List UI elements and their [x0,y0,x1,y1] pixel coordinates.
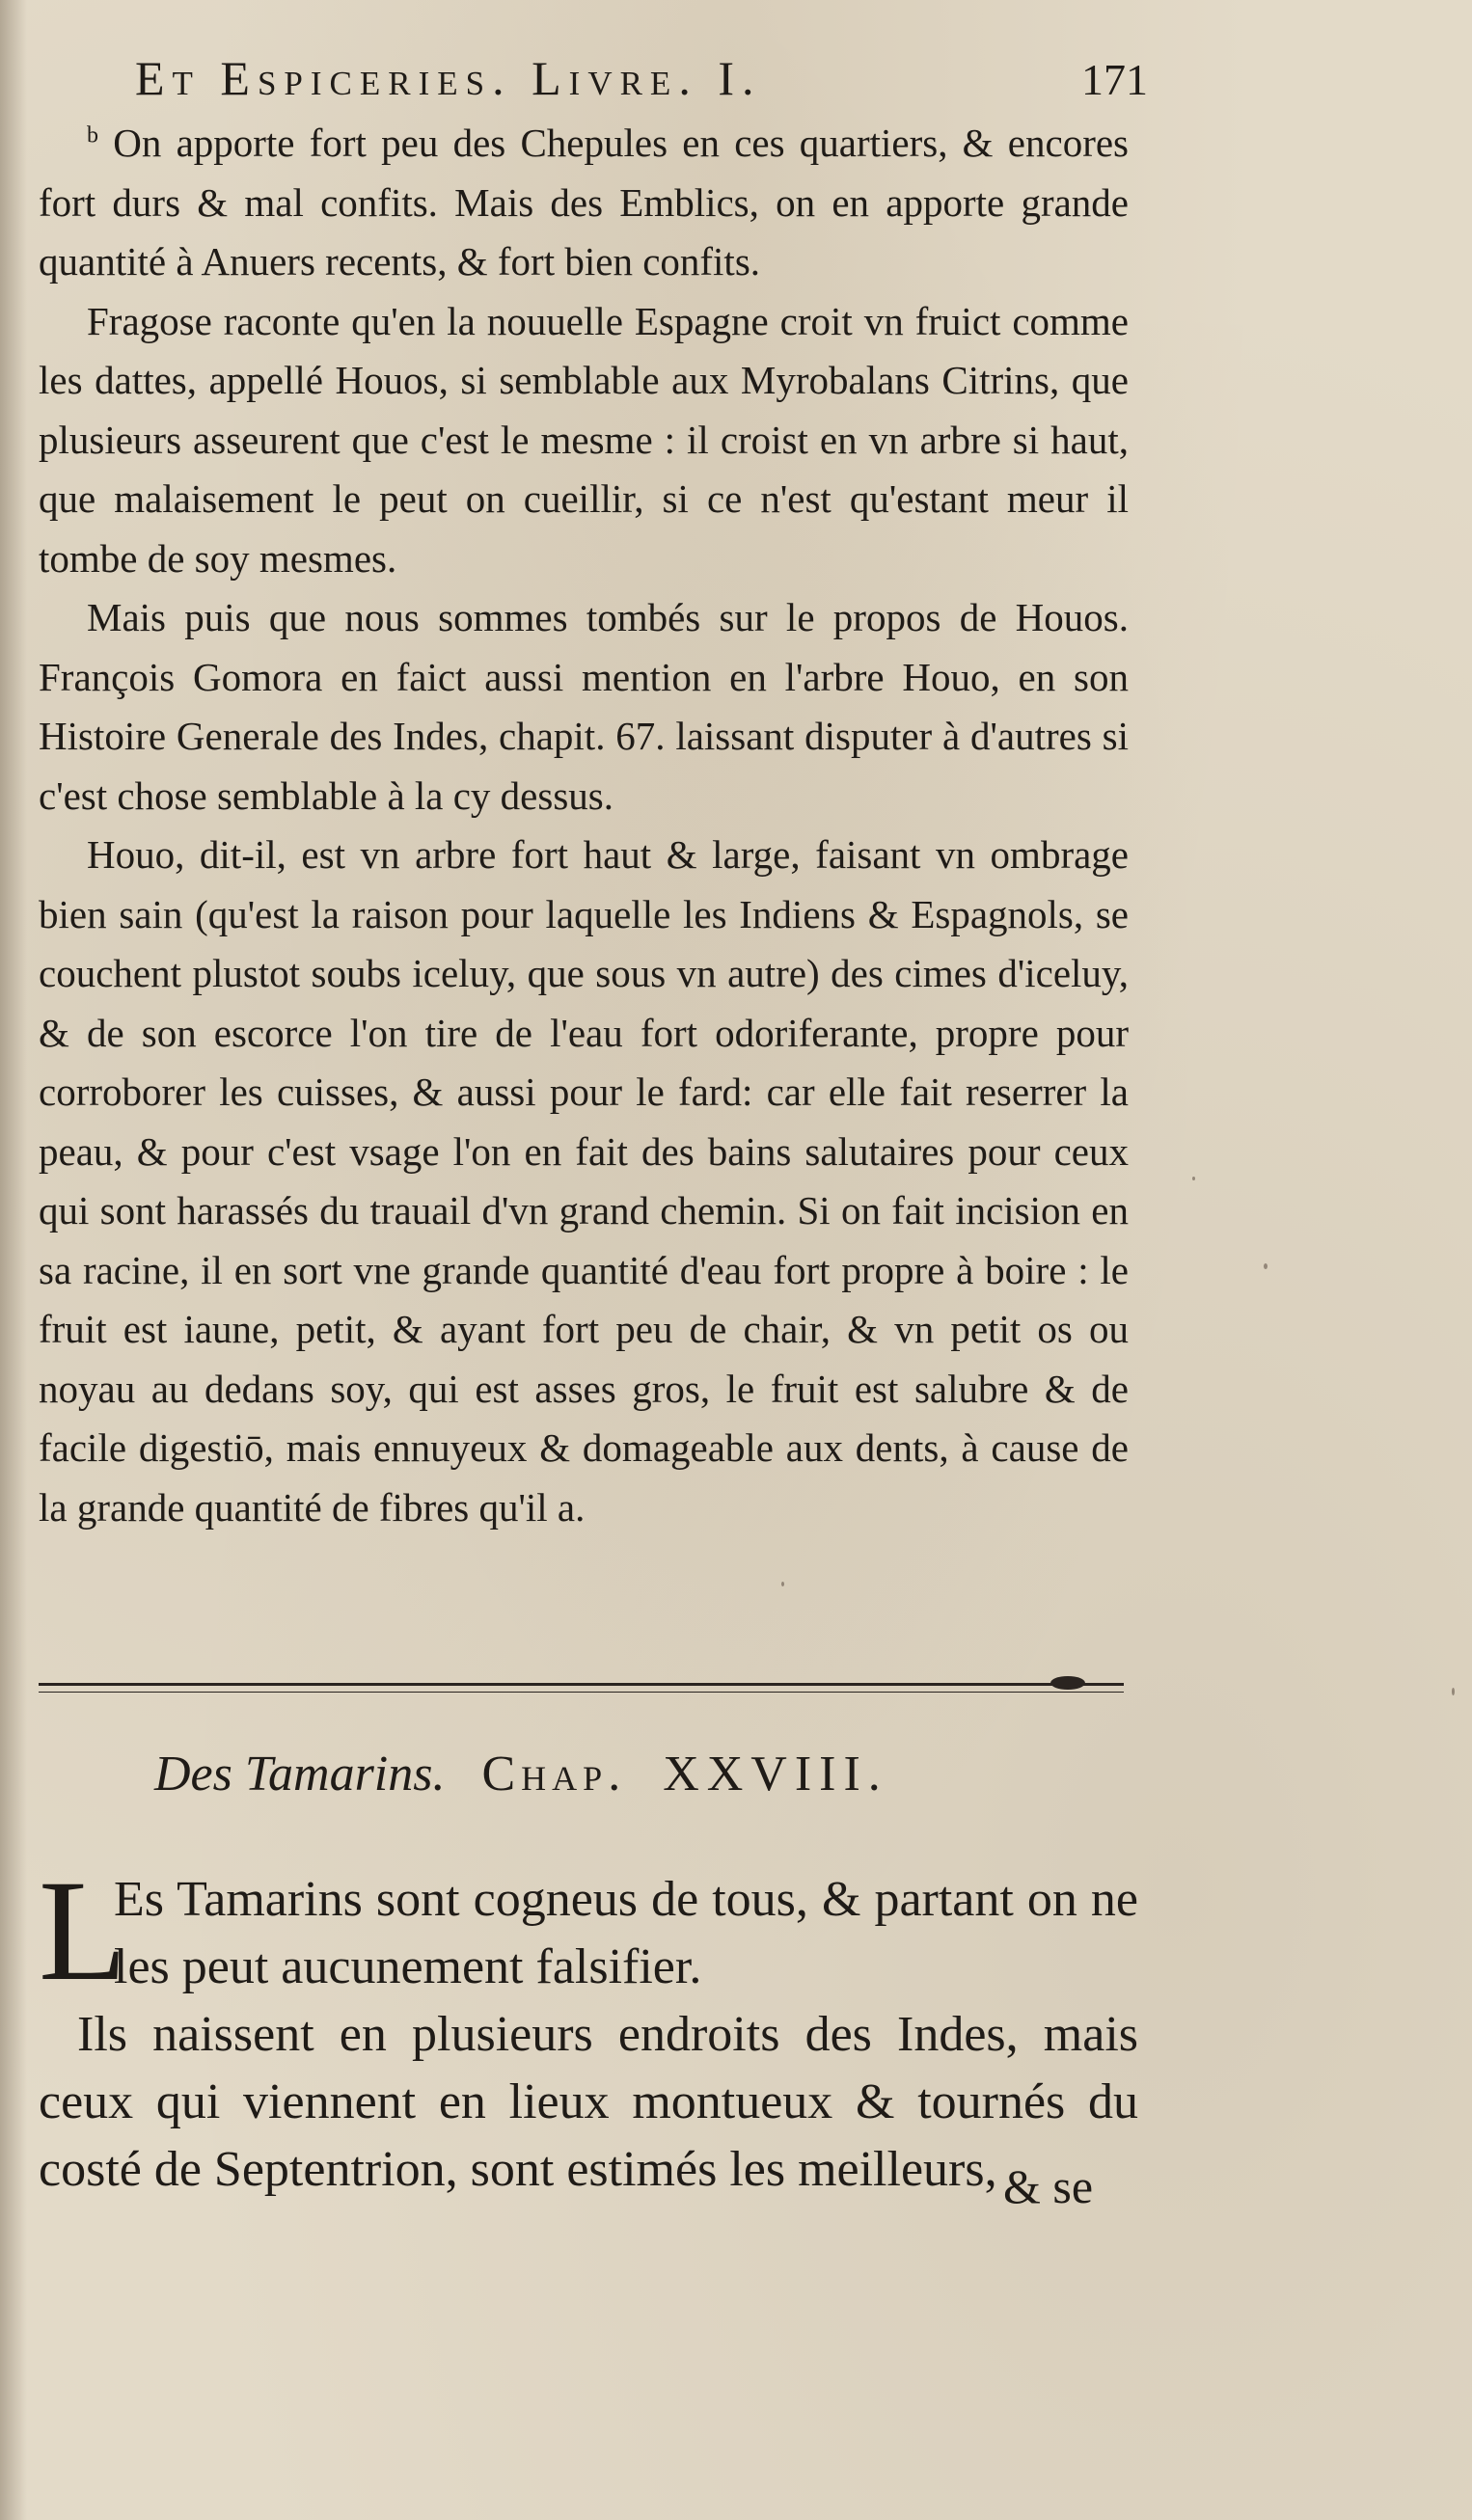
note-marker: b [87,122,98,149]
paper-speck [781,1582,784,1586]
paragraph-3 [39,588,1129,826]
paragraph-4 [39,826,1129,1537]
paragraph-text: Fragose raconte qu'en la nouuelle Espagne croit vn fruict comme les dattes, appellé Houos, si semblable aux Myrobalans Citrins, que plusieurs asseurent que c'est le mesme : il croist en vn arbre si haut, que malaisement le peut on cueillir, si ce n'est qu'estant meur il tombe de soy mesmes. [39,298,1129,581]
paragraph-text: Mais puis que nous sommes tombés sur le propos de Houos. François Gomora en faict aussi mention en l'arbre Houo, en son Histoire Generale des Indes, chapit. 67. laissant disputer à d'autres si c'est chose semblable à la cy dessus. [39,595,1129,818]
section-divider-rule [39,1683,1124,1693]
catchword: & se [1003,2159,1094,2213]
running-title: Et Espiceries. Livre. I. [135,51,762,105]
chapter-text [39,1851,1138,2204]
gutter-shadow [0,0,27,2520]
paragraph-text: On apporte fort peu des Chepules en ces quartiers, & encores fort durs & mal confits. Mais des Emblics, on en apporte grande quantité à Anuers recents, & fort bien confits. [39,121,1129,284]
chapter-paragraph-1 [39,1851,1138,2011]
paragraph-text: Ils naissent en plusieurs endroits des Indes, mais ceux qui viennent en lieux montueux & tournés du costé de Septentrion, sont estimés les meilleurs, [39,2007,1138,2197]
page-number: 171 [1081,55,1148,104]
rule-ornament [1050,1676,1085,1690]
running-head [135,50,1148,118]
main-text [39,114,1129,1537]
paragraph-text: Houo, dit-il, est vn arbre fort haut & large, faisant vn ombrage bien sain (qu'est la raison pour laquelle les Indiens & Espagnols, se couchent plustot soubs iceluy, que sous vn autre) des cimes d'iceluy, & de son escorce l'on tire de l'eau fort odoriferante, propre pour corroborer les cuisses, & aussi pour le fard: car elle fait reserrer la peau, & pour c'est vsage l'on en fait des bains salutaires pour ceux qui sont harassés du trauail d'vn grand chemin. Si on fait incision en sa racine, il en sort vne grande quantité d'eau fort propre à boire : le fruit est iaune, petit, & ayant fort peu de chair, & vn petit os ou noyau au dedans soy, qui est asses gros, le fruit est salubre & de facile digestiō, mais ennuyeux & domageable aux dents, à cause de la grande quantité de fibres qu'il a. [39,832,1129,1530]
chapter-title: Des Tamarins. [154,1747,446,1802]
paper-speck [1264,1263,1268,1269]
chapter-number: XXVIII. [663,1747,888,1802]
chapter-paragraph-2 [39,2001,1138,2204]
paper-speck [1192,1177,1195,1180]
drop-cap: L [39,1851,127,2011]
chapter-heading [154,1746,1119,1802]
paragraph-2 [39,292,1129,589]
chapter-word: Chap. [481,1747,627,1802]
paper-speck [1452,1688,1455,1695]
paragraph-1 [39,114,1129,292]
paragraph-text: Es Tamarins sont cogneus de tous, & partant on ne les peut aucunement falsifier. [114,1872,1138,1994]
